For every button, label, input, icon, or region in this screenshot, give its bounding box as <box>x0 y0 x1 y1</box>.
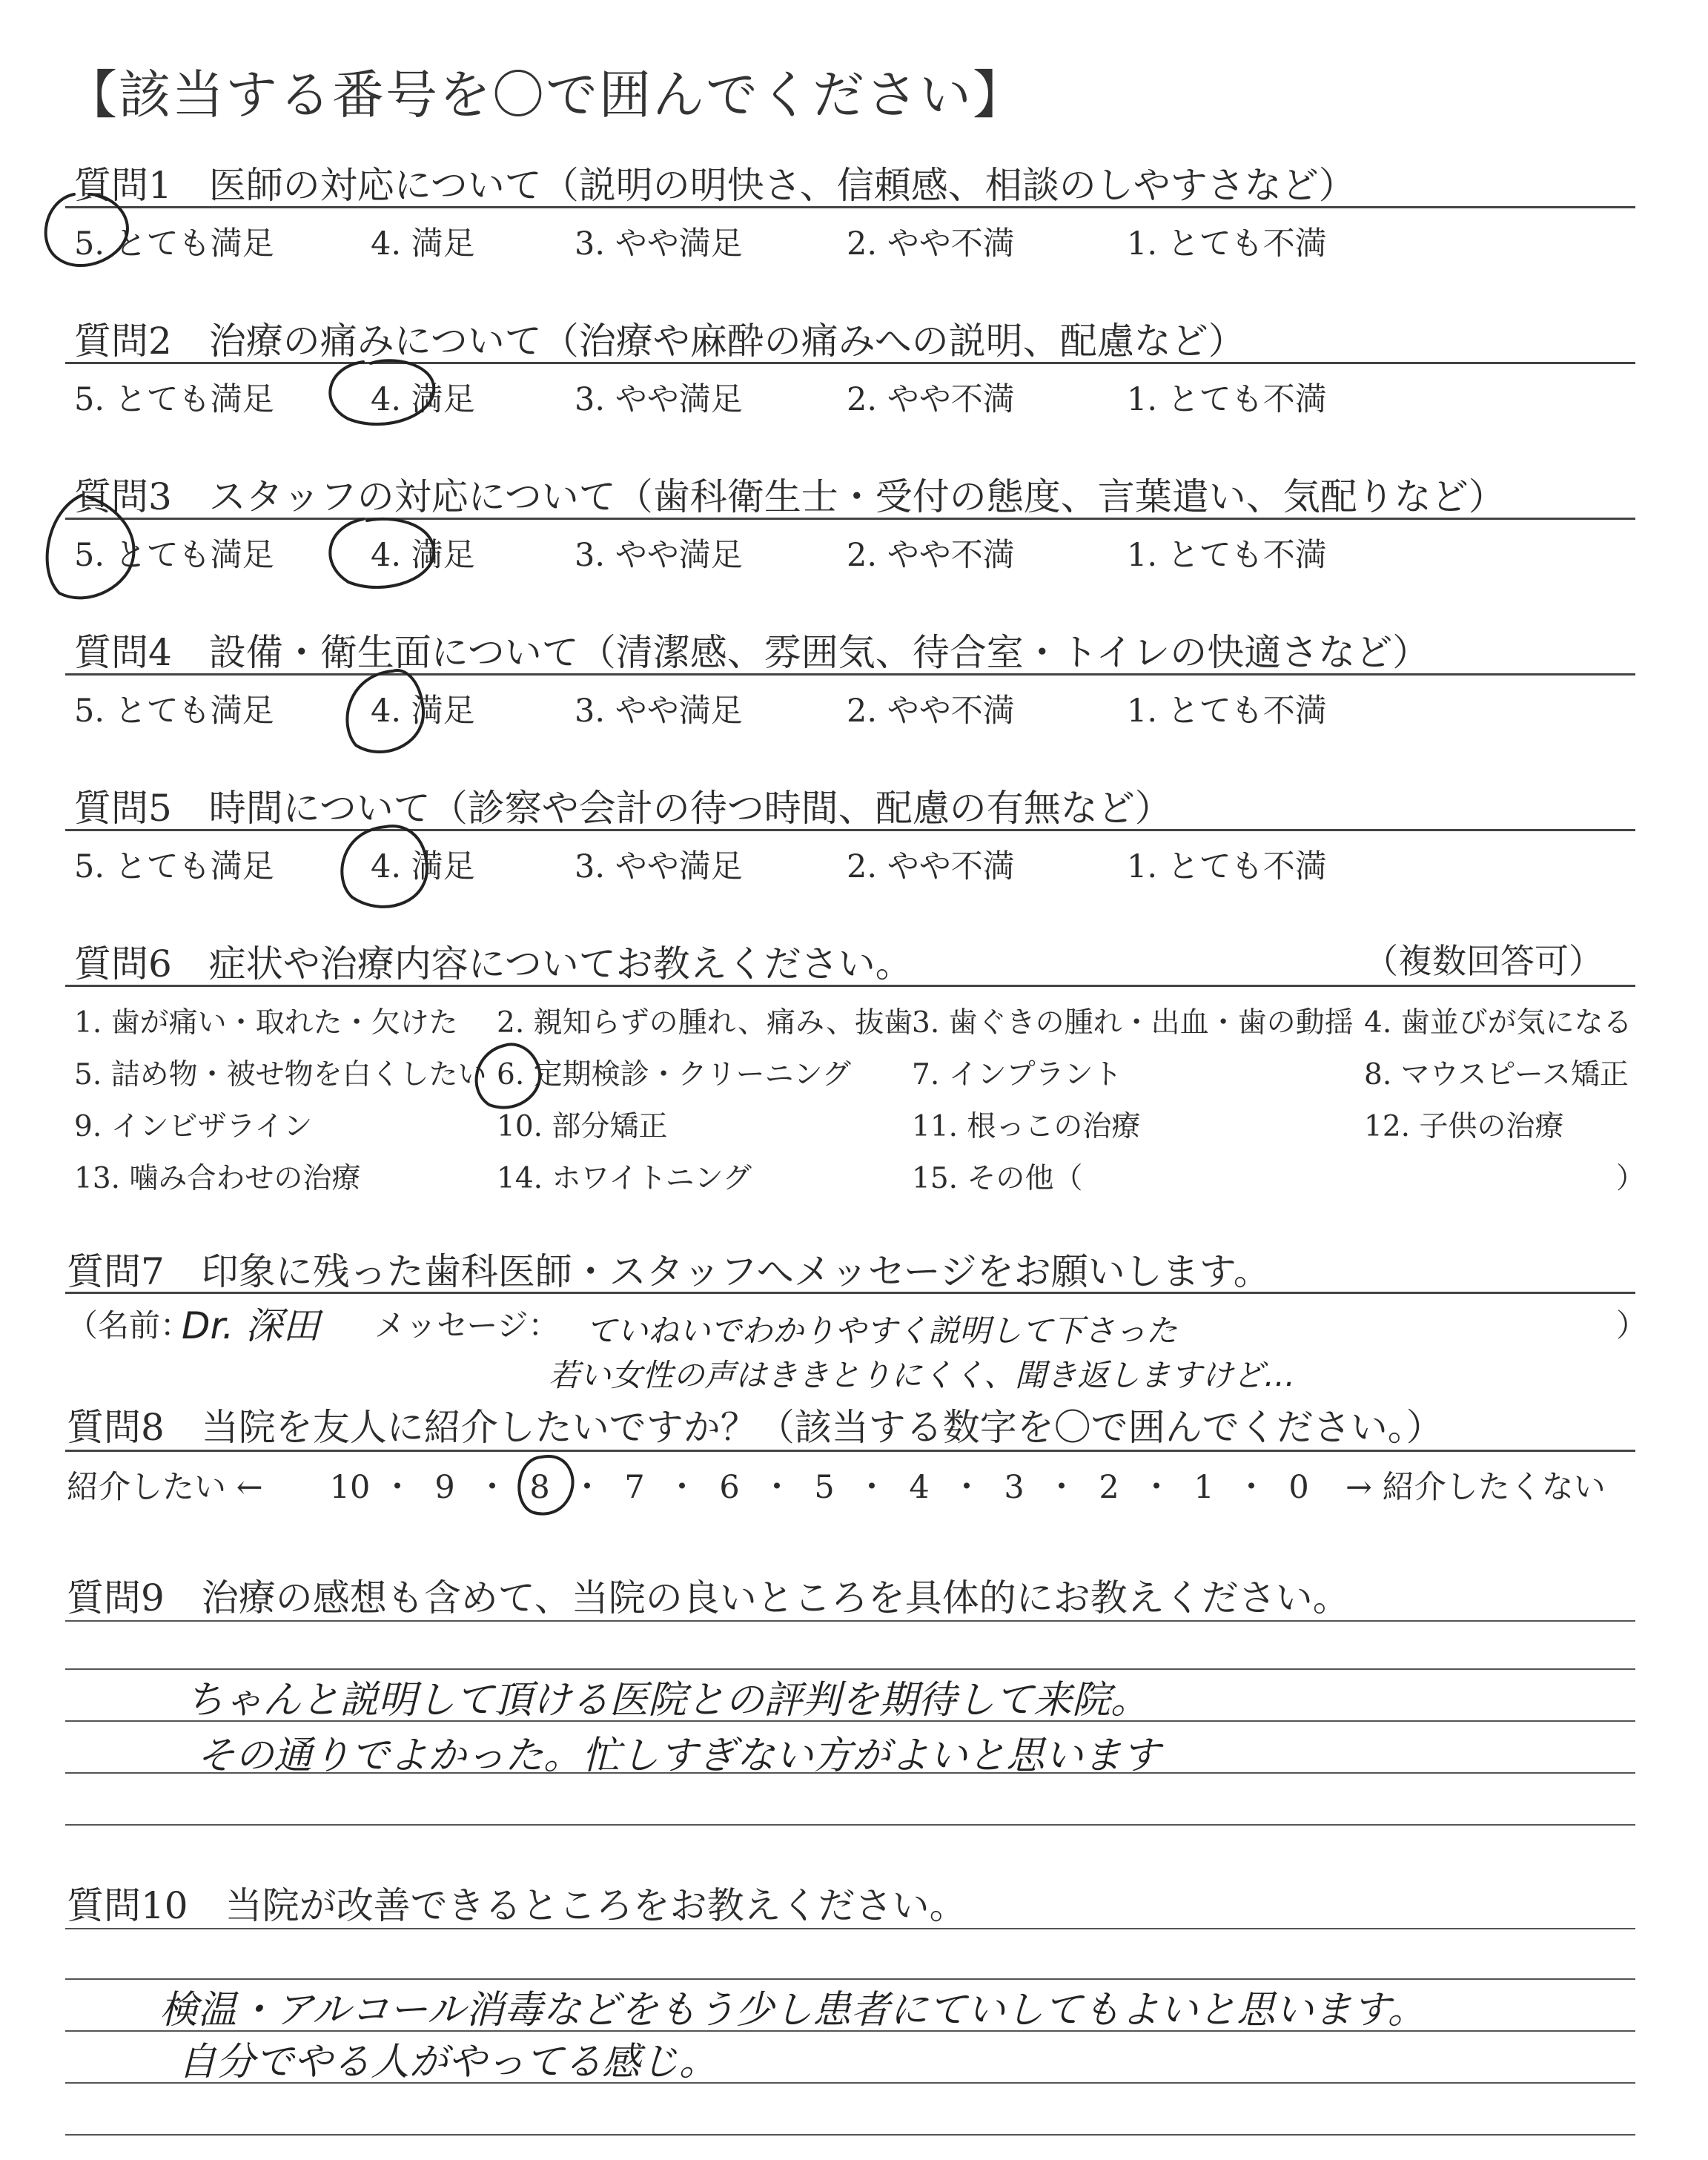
divider <box>65 206 1635 208</box>
question-9-heading: 質問9 治療の感想も含めて、当院の良いところを具体的にお教えください。 <box>67 1576 1350 1619</box>
divider <box>65 829 1635 831</box>
q3-option-5[interactable]: 5. とても満足 <box>74 537 274 574</box>
question-2-heading: 質問2 治療の痛みについて（治療や麻酔の痛みへの説明、配慮など） <box>74 320 1245 363</box>
scale-separator: ・ <box>381 1469 414 1506</box>
q2-option-5[interactable]: 5. とても満足 <box>74 381 274 418</box>
scale-separator: ・ <box>855 1469 888 1506</box>
scale-separator: ・ <box>476 1469 509 1506</box>
scale-number-4[interactable]: 4 <box>909 1469 930 1506</box>
q5-option-2[interactable]: 2. やや不満 <box>847 848 1015 885</box>
answer-line <box>65 1824 1635 1826</box>
message-line-2[interactable]: 若い女性の声はききとりにくく、聞き返しますけど… <box>549 1357 1296 1393</box>
q2-option-3[interactable]: 3. やや満足 <box>575 381 743 418</box>
scale-number-7[interactable]: 7 <box>624 1469 645 1506</box>
multiple-answer-note: （複数回答可） <box>1364 941 1603 981</box>
q6-item-14[interactable]: 14. ホワイトニング <box>497 1162 752 1195</box>
q3-option-2[interactable]: 2. やや不満 <box>847 537 1015 574</box>
q9-answer-line-2[interactable]: その通りでよかった。忙しすぎない方がよいと思います <box>196 1734 1161 1778</box>
divider <box>65 518 1635 520</box>
q10-answer-line-1[interactable]: 検温・アルコール消毒などをもう少し患者にていしてもよいと思います。 <box>159 1988 1426 2032</box>
scale-separator: ・ <box>1045 1469 1078 1506</box>
scale-number-9[interactable]: 9 <box>434 1469 455 1506</box>
q4-option-5[interactable]: 5. とても満足 <box>74 693 274 730</box>
answer-line <box>65 1620 1635 1622</box>
divider <box>65 673 1635 676</box>
q6-item-3[interactable]: 3. 歯ぐきの腫れ・出血・歯の動揺 <box>912 1006 1354 1040</box>
scale-number-10[interactable]: 10 <box>329 1469 371 1506</box>
q1-option-2[interactable]: 2. やや不満 <box>847 225 1015 262</box>
scale-separator: ・ <box>1235 1469 1268 1506</box>
q4-option-3[interactable]: 3. やや満足 <box>575 693 743 730</box>
q2-option-2[interactable]: 2. やや不満 <box>847 381 1015 418</box>
question-5-heading: 質問5 時間について（診察や会計の待つ時間、配慮の有無など） <box>74 787 1172 830</box>
q5-option-5[interactable]: 5. とても満足 <box>74 848 274 885</box>
message-close: ） <box>1616 1307 1648 1344</box>
question-8-heading: 質問8 当院を友人に紹介したいですか？（該当する数字を〇で囲んでください。） <box>67 1406 1443 1449</box>
scale-number-1[interactable]: 1 <box>1194 1469 1214 1506</box>
scale-separator: ・ <box>666 1469 698 1506</box>
q6-other-close: ） <box>1616 1162 1646 1195</box>
q3-option-3[interactable]: 3. やや満足 <box>575 537 743 574</box>
q3-option-4[interactable]: 4. 満足 <box>371 537 475 574</box>
q6-item-6[interactable]: 6. 定期検診・クリーニング <box>497 1058 851 1091</box>
recommend-left-label: 紹介したい ← <box>67 1469 263 1506</box>
q4-option-4[interactable]: 4. 満足 <box>371 693 475 730</box>
q6-item-9[interactable]: 9. インビザライン <box>74 1110 313 1143</box>
q9-answer-line-1[interactable]: ちゃんと説明して頂ける医院との評判を期待して来院。 <box>185 1678 1150 1723</box>
q3-option-1[interactable]: 1. とても不満 <box>1127 537 1327 574</box>
q1-option-1[interactable]: 1. とても不満 <box>1127 225 1327 262</box>
divider <box>65 362 1635 364</box>
q6-item-11[interactable]: 11. 根っこの治療 <box>912 1110 1141 1143</box>
q4-option-2[interactable]: 2. やや不満 <box>847 693 1015 730</box>
q2-option-1[interactable]: 1. とても不満 <box>1127 381 1327 418</box>
divider <box>65 1450 1635 1452</box>
scale-separator: ・ <box>571 1469 603 1506</box>
scale-number-8[interactable]: 8 <box>529 1469 550 1506</box>
q6-item-1[interactable]: 1. 歯が痛い・取れた・欠けた <box>74 1006 458 1040</box>
scale-number-3[interactable]: 3 <box>1004 1469 1025 1506</box>
name-value[interactable]: Dr. 深田 <box>182 1304 320 1347</box>
q1-option-5[interactable]: 5. とても満足 <box>74 225 274 262</box>
recommend-scale <box>326 1462 1323 1507</box>
q5-option-3[interactable]: 3. やや満足 <box>575 848 743 885</box>
message-line-1[interactable]: ていねいでわかりやすく説明して下さった <box>586 1312 1178 1349</box>
form-title: 【該当する番号を〇で囲んでください】 <box>65 65 1026 125</box>
q6-item-15[interactable]: 15. その他（ <box>912 1162 1083 1195</box>
question-3-heading: 質問3 スタッフの対応について（歯科衛生士・受付の態度、言葉遣い、気配りなど） <box>74 475 1506 518</box>
q5-option-1[interactable]: 1. とても不満 <box>1127 848 1327 885</box>
scale-number-2[interactable]: 2 <box>1099 1469 1119 1506</box>
answer-line <box>65 1928 1635 1929</box>
q4-option-1[interactable]: 1. とても不満 <box>1127 693 1327 730</box>
q1-option-4[interactable]: 4. 満足 <box>371 225 475 262</box>
q6-item-10[interactable]: 10. 部分矯正 <box>497 1110 668 1143</box>
question-6-heading: 質問6 症状や治療内容についてお教えください。 <box>74 942 913 985</box>
q6-item-12[interactable]: 12. 子供の治療 <box>1364 1110 1564 1143</box>
scale-separator: ・ <box>1140 1469 1173 1506</box>
q6-item-8[interactable]: 8. マウスピース矯正 <box>1364 1058 1629 1091</box>
q6-item-4[interactable]: 4. 歯並びが気になる <box>1364 1006 1632 1040</box>
question-4-heading: 質問4 設備・衛生面について（清潔感、雰囲気、待合室・トイレの快適さなど） <box>74 631 1430 674</box>
q2-option-4[interactable]: 4. 満足 <box>371 381 475 418</box>
q6-item-7[interactable]: 7. インプラント <box>912 1058 1122 1091</box>
q6-item-13[interactable]: 13. 噛み合わせの治療 <box>74 1162 361 1195</box>
question-10-heading: 質問10 当院が改善できるところをお教えください。 <box>67 1884 967 1927</box>
scale-separator: ・ <box>950 1469 983 1506</box>
scale-number-0[interactable]: 0 <box>1288 1469 1309 1506</box>
recommend-right-label: → 紹介したくない <box>1345 1469 1606 1506</box>
question-1-heading: 質問1 医師の対応について（説明の明快さ、信頼感、相談のしやすさなど） <box>74 164 1356 207</box>
scale-separator: ・ <box>761 1469 793 1506</box>
message-label: メッセージ： <box>374 1307 560 1344</box>
answer-line <box>65 2134 1635 2136</box>
q6-item-5[interactable]: 5. 詰め物・被せ物を白くしたい <box>74 1058 487 1091</box>
q1-option-3[interactable]: 3. やや満足 <box>575 225 743 262</box>
name-label: （名前： <box>67 1307 192 1344</box>
divider <box>65 985 1635 987</box>
q6-item-2[interactable]: 2. 親知らずの腫れ、痛み、抜歯 <box>497 1006 913 1040</box>
q10-answer-line-2[interactable]: 自分でやる人がやってる感じ。 <box>178 2040 718 2084</box>
divider <box>65 1292 1635 1294</box>
question-7-heading: 質問7 印象に残った歯科医師・スタッフへメッセージをお願いします。 <box>67 1250 1271 1293</box>
scale-number-5[interactable]: 5 <box>814 1469 835 1506</box>
scale-number-6[interactable]: 6 <box>719 1469 740 1506</box>
q5-option-4[interactable]: 4. 満足 <box>371 848 475 885</box>
